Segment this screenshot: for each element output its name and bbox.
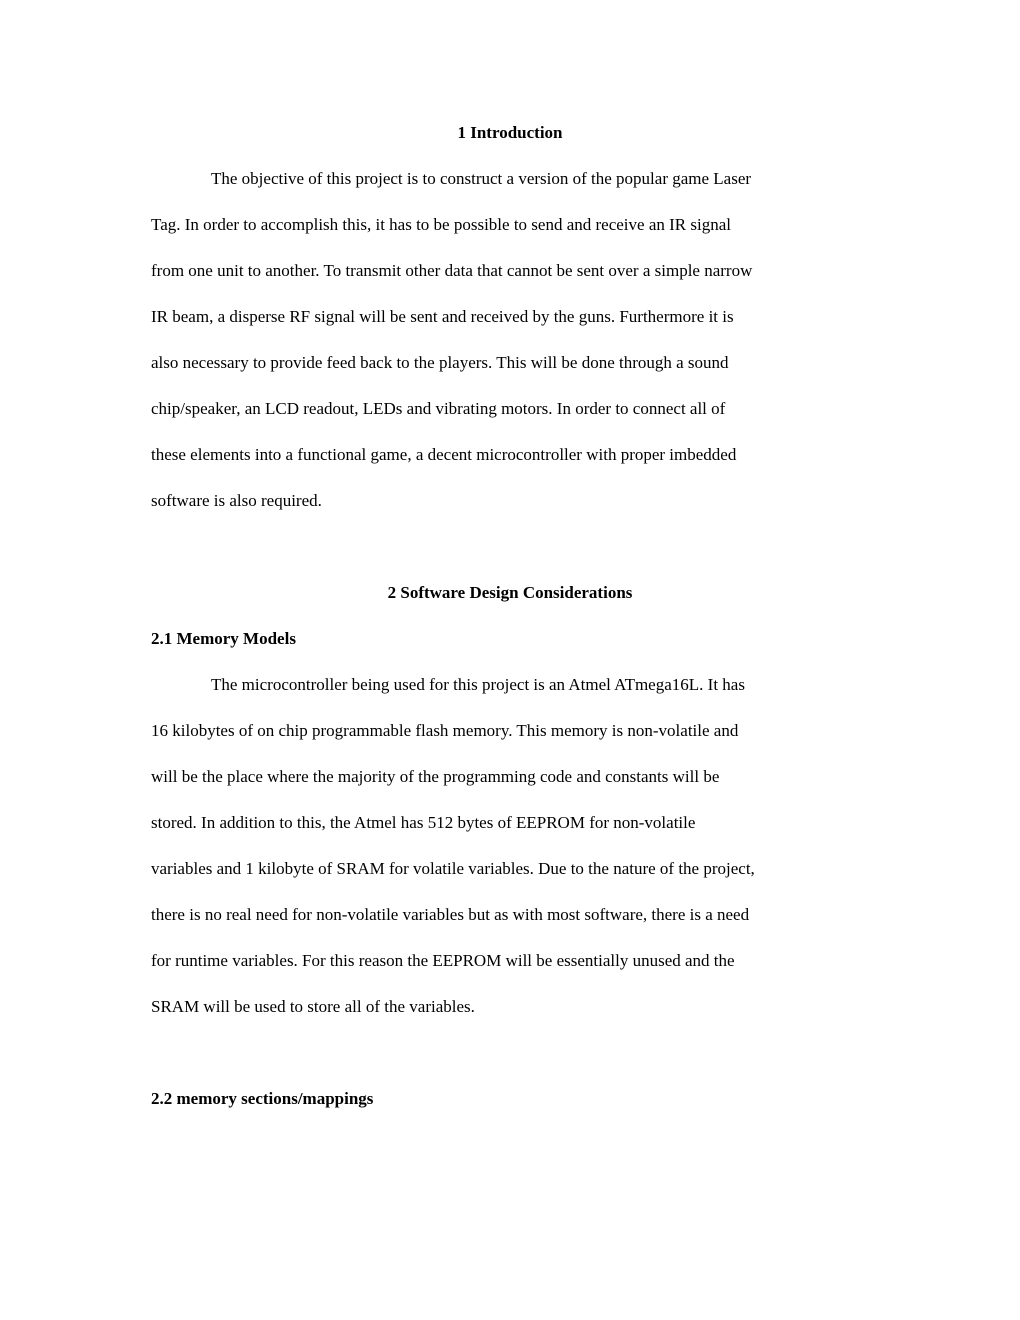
paragraph-line: The microcontroller being used for this project is an Atmel ATmega16L. It has bbox=[211, 675, 745, 694]
subsection-2-1-heading: 2.1 Memory Models bbox=[151, 629, 296, 648]
paragraph-line: chip/speaker, an LCD readout, LEDs and vibrating motors. In order to connect all of bbox=[151, 399, 726, 418]
paragraph-line: SRAM will be used to store all of the variables. bbox=[151, 997, 475, 1016]
paragraph-line: will be the place where the majority of the programming code and constants will be bbox=[151, 767, 720, 786]
paragraph-line: these elements into a functional game, a decent microcontroller with proper imbedded bbox=[151, 445, 737, 464]
paragraph-line: Tag. In order to accomplish this, it has to be possible to send and receive an IR signal bbox=[151, 215, 731, 234]
paragraph-line: The objective of this project is to construct a version of the popular game Laser bbox=[211, 169, 752, 188]
section-1-heading: 1 Introduction bbox=[457, 123, 563, 142]
paragraph-line: 16 kilobytes of on chip programmable flash memory. This memory is non-volatile and bbox=[151, 721, 739, 740]
paragraph-line: also necessary to provide feed back to the players. This will be done through a sound bbox=[151, 353, 729, 372]
paragraph-line: stored. In addition to this, the Atmel has 512 bytes of EEPROM for non-volatile bbox=[151, 813, 696, 832]
paragraph-line: there is no real need for non-volatile variables but as with most software, there is a need bbox=[151, 905, 750, 924]
section-2-heading: 2 Software Design Considerations bbox=[387, 583, 633, 602]
paragraph-line: for runtime variables. For this reason the EEPROM will be essentially unused and the bbox=[151, 951, 735, 970]
paragraph-line: from one unit to another. To transmit other data that cannot be sent over a simple narrow bbox=[151, 261, 753, 280]
paragraph-line: variables and 1 kilobyte of SRAM for volatile variables. Due to the nature of the project, bbox=[151, 859, 755, 878]
subsection-2-2-heading: 2.2 memory sections/mappings bbox=[151, 1089, 374, 1108]
paragraph-line: IR beam, a disperse RF signal will be sent and received by the guns. Furthermore it is bbox=[151, 307, 734, 326]
paragraph-line: software is also required. bbox=[151, 491, 322, 510]
